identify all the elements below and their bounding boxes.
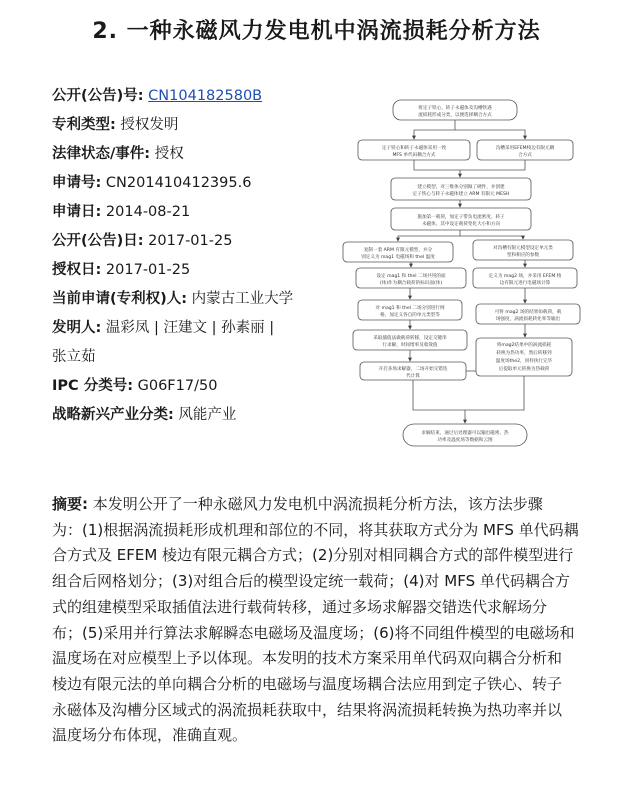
meta-value: 授权发明 (120, 117, 179, 133)
flow-mid1-text-1: 建立模型，对三维体分别做了硬件，并创建 (417, 185, 505, 190)
abstract-line: 式的组建模型采取插值法进行载荷转移，通过多场求解器交错迭代求解场分 (52, 597, 548, 616)
patent-title: 2. 一种永磁风力发电机中涡流损耗分析方法 (92, 19, 541, 44)
flow-right3-text-2: 边有限元进行电磁场计算 (499, 281, 551, 286)
abstract-line: 棱边有限元法的单向耦合分析的电磁场与温度场耦合法应用到定子铁心、转子 (52, 674, 563, 693)
flow-left4-text-1: 对 mag1 和 thel 二场分别进行网 (375, 306, 445, 311)
meta-key: 专利类型: (52, 117, 116, 133)
abstract-line: 永磁体及沟槽分区域式的涡流损耗获取中，结果将涡流损耗转换为热功率并以 (52, 700, 563, 719)
flow-left2-text-1: 复制一着 ARM 有限元模型，并分 (363, 248, 433, 253)
flow-right5-text-4: 后提取单元转换为热载荷 (498, 367, 550, 372)
meta-value: 2017-01-25 (148, 233, 233, 249)
abstract-line: 布；(5)采用并行算法求解瞬态电磁场及温度场；(6)将不同组件模型的电磁场和 (52, 623, 575, 642)
publication-number-link[interactable]: CN104182580B (148, 88, 263, 104)
meta-value: 风能产业 (178, 407, 237, 423)
meta-value: 温彩凤 | 汪建文 | 孙素丽 | (105, 320, 275, 336)
flow-left3-text-2: (体)作为耦合载荷的标识面(体) (379, 281, 443, 286)
flow-right3-text-1: 定义为 mag2 场，并采用 EFEM 棱 (488, 274, 562, 279)
abstract-text: 本发明公开了一种永磁风力发电机中涡流损耗分析方法，该方法步骤 (88, 495, 543, 513)
abstract (52, 492, 608, 749)
flow-left1-text-2: MFS 单代码耦合方式 (392, 153, 436, 158)
flow-left2-text-2: 别定义为 mag1 电磁场和 thel 温度 (361, 255, 435, 260)
abstract-label: 摘要: (52, 495, 88, 513)
flow-bottom-text-1: 求解结束，通过后处理器可以输出磁密、热 (421, 431, 509, 436)
flow-right5-text-3: 温度场the2，同样执行完毕 (495, 359, 553, 364)
meta-value: CN201410412395.6 (105, 175, 252, 191)
abstract-line: 温度场在对应模型上予以体现。本发明的技术方案采用单代码双向耦合分析和 (52, 649, 563, 668)
flow-right4-text-2: 场强度，涡流损耗转化率等输出 (495, 317, 561, 322)
meta-key: IPC 分类号: (52, 378, 134, 394)
flow-left6-text-2: 代计算 (406, 374, 420, 379)
meta-key: 申请号: (52, 175, 102, 191)
flow-right4-text-1: 可将 mag2 场的结果如载荷，载 (494, 310, 562, 315)
flow-mid2-text-1: 施加第一载荷，加定子带负电流密度，转子 (417, 215, 505, 220)
meta-value: 授权 (154, 146, 184, 162)
flow-left5-text-2: 行求解，时间增率及收敛值 (382, 343, 438, 348)
flow-left1-text-1: 定子铁心和转子永磁体采用一致 (381, 146, 447, 151)
flow-left6-text-1: 开启多场求解器，二场开始交错迭 (378, 367, 448, 372)
flow-bottom-text-2: 功率及温度场等数据和云图 (437, 438, 493, 443)
abstract-line: 为：(1)根据涡流损耗形成机理和部位的不同，将其获取方式分为 MFS 单代码耦 (52, 520, 579, 539)
meta-key: 战略新兴产业分类: (52, 407, 174, 423)
flow-right1-text-2: 合方式 (518, 153, 532, 158)
flow-right5-text-1: 将mag2结果中的涡流损耗 (496, 343, 552, 348)
flow-mid1-text-2: 定子铁心与转子永磁体建立 ARM 有限元 MESH (412, 192, 510, 197)
meta-value: 内蒙古工业大学 (191, 291, 294, 307)
abstract-line: 合方式及 EFEM 棱边有限元耦合方式；(2)分别对相同耦合方式的部件模型进行 (52, 546, 574, 565)
abstract-line: 温度场分布体现，准确直观。 (52, 726, 248, 745)
flow-left4-text-2: 格，加定义各自的单元类型等 (380, 313, 440, 318)
meta-key: 申请日: (52, 204, 102, 220)
meta-value: 2017-01-25 (105, 262, 191, 278)
meta-key: 当前申请(专利权)人: (52, 291, 188, 307)
flow-top-text-1: 将定子铁心，转子永磁体及沟槽铁遇 (418, 106, 492, 111)
meta-key: 发明人: (52, 320, 102, 336)
abstract-line: 组合后网格划分；(3)对组合后的模型设定统一载荷；(4)对 MFS 单代码耦合方 (52, 572, 570, 591)
flow-right1-text-1: 沟槽采用EFEM棱边有限元耦 (495, 146, 555, 151)
flow-top-text-2: 流损耗形成分类，以便选择耦合方式 (418, 113, 492, 118)
meta-key: 公开(公告)号: (52, 88, 144, 104)
flow-right5-text-2: 转换为热功率，然后转移到 (496, 351, 552, 356)
flow-left5-text-1: 采取插值法做载荷转移，设定交键串 (373, 336, 447, 341)
meta-value: 张立茹 (52, 349, 96, 365)
flow-right2-text-1: 对沟槽有限元模型设定单元类 (493, 246, 553, 251)
meta-key: 法律状态/事件: (52, 146, 151, 162)
meta-key: 授权日: (52, 262, 102, 278)
flow-right2-text-2: 型和相应的参数 (506, 253, 540, 258)
abstract-line (52, 492, 608, 518)
flow-mid2-text-2: 永磁体，其中设定载荷变化大小和方向 (421, 222, 501, 227)
meta-value: 2014-08-21 (105, 204, 191, 220)
meta-value: G06F17/50 (137, 378, 218, 394)
flow-left3-text-1: 设定 mag1 和 thel 二场共用的面 (376, 274, 446, 279)
meta-key: 公开(公告)日: (52, 233, 144, 249)
